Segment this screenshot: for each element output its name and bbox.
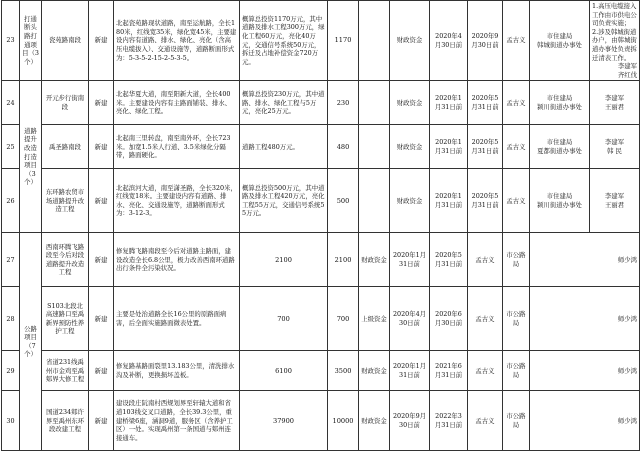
responsible-unit: 市住建局 韩城街道办事处 xyxy=(530,1,590,81)
project-name: 东环路农贸市场道路提升改造工程 xyxy=(42,169,89,233)
project-name: 瓷苑路南段 xyxy=(42,1,89,81)
responsible-unit: 市公路局 xyxy=(503,391,530,451)
responsible-person: 师少鸿 xyxy=(530,351,640,391)
responsible-person: 师少鸿 xyxy=(530,287,640,351)
fund-source: 财政资金 xyxy=(359,233,390,287)
responsible-person: 师少鸿 xyxy=(530,233,640,287)
project-type: 新建 xyxy=(89,233,114,287)
row-no: 29 xyxy=(2,351,20,391)
table-row xyxy=(2,125,640,169)
project-investment: 概算总投资1170万元，其中道路及排水工程300万元，绿化工程60万元，亮化40万元，交通信号系统50万元，拆迁及占地补偿资金720万元。 xyxy=(240,1,328,81)
start-date: 2020年9月30日前 xyxy=(390,391,430,451)
leader: 孟古义 xyxy=(468,287,503,351)
project-name: 省道231线禹州市金鸡至禹郏界大修工程 xyxy=(42,351,89,391)
project-name: 开元步行街南段 xyxy=(42,81,89,125)
responsible-unit: 市公路局 xyxy=(503,351,530,391)
group-cell: 公路项目（7个） xyxy=(20,233,42,451)
fund-source: 财政资金 xyxy=(359,391,390,451)
planned-investment: 2100 xyxy=(328,233,359,287)
leader: 孟古义 xyxy=(503,1,530,81)
start-date: 2020年1月31日前 xyxy=(430,81,468,125)
project-type: 新建 xyxy=(89,81,114,125)
project-table xyxy=(1,0,640,451)
project-content: 北起华夏大道，南至阳新大道，全长400米。主要建设内容有主路面铺装、排水、亮化、绿化工程。 xyxy=(114,81,240,125)
end-date: 2020年6月30日前 xyxy=(430,287,468,351)
project-name: 西南环腾飞路段至今后对段道路提升改造工程 xyxy=(42,233,89,287)
fund-source: 财政资金 xyxy=(390,125,430,169)
planned-investment xyxy=(359,125,390,169)
table-row xyxy=(2,351,640,391)
group-cell: 打通断头路打通项目（3个） xyxy=(20,1,42,81)
end-date: 2022年3月31日前 xyxy=(430,391,468,451)
row-no: 24 xyxy=(2,81,20,125)
project-name: 禹圣路南段 xyxy=(42,125,89,169)
row-no: 28 xyxy=(2,287,20,351)
responsible-person: 李建军 韩 民 xyxy=(590,125,640,169)
leader: 孟古义 xyxy=(503,125,530,169)
project-content: 北起滨河大道，南至潇圣路，全长320米，红线宽18米。主要建设内容有道路、排水、亮化、交通设施等，道路断面形式为：3-12-3。 xyxy=(114,169,240,233)
project-content: 北起南三里转盘，南至南外环，全长723米。加宽1.5米人行道、3.5米绿化分隔带，路面硬化。 xyxy=(114,125,240,169)
total-investment: 480 xyxy=(328,125,359,169)
start-date: 2020年1月31日前 xyxy=(430,169,468,233)
total-investment: 230 xyxy=(328,81,359,125)
fund-source: 财政资金 xyxy=(390,169,430,233)
leader: 孟古义 xyxy=(503,81,530,125)
row-no: 30 xyxy=(2,391,20,451)
responsible-unit: 市住建局 颍川街道办事处 xyxy=(530,169,590,233)
project-investment: 概算总投资500万元，其中道路及排水工程420万元，亮化工程55万元，交通信号系统55万元。 xyxy=(240,169,328,233)
project-content: 修复腾飞路南段至今后对道路主路面，建设改造全长6.8公里，极力改善西南环道路出行条件全污染状况。 xyxy=(114,233,240,287)
responsible-unit: 市公路局 xyxy=(503,287,530,351)
end-date: 2020年5月31日前 xyxy=(468,81,503,125)
total-investment: 1170 xyxy=(328,1,359,81)
planned-investment: 10000 xyxy=(328,391,359,451)
project-type: 新建 xyxy=(89,169,114,233)
project-investment: 概算总投资230万元，其中道路、排水、绿化工程与5万元，亮化25万元。 xyxy=(240,81,328,125)
leader: 孟古义 xyxy=(468,391,503,451)
table-row xyxy=(2,1,640,81)
fund-source: 上级资金 xyxy=(359,287,390,351)
project-type: 新建 xyxy=(89,287,114,351)
table-row xyxy=(2,287,640,351)
total-investment: 700 xyxy=(240,287,328,351)
project-content: 修复路基路面裂里13.183公里，清洗排水沟及补断，更换损坏盖板。 xyxy=(114,351,240,391)
table-row xyxy=(2,233,640,287)
project-content: 建设段庄阮南村西规划界至轩辕大道和省道103线交叉口道路，全长39.3公里，重建桥梁6座，涵洞9道，服务区（含养护工区）一处。实现禹州第一条国道与郏州连接通车。 xyxy=(114,391,240,451)
end-date: 2020年5月31日前 xyxy=(468,169,503,233)
fund-source: 财政资金 xyxy=(359,351,390,391)
start-date: 2020年1月31日前 xyxy=(430,125,468,169)
project-type: 新建 xyxy=(89,391,114,451)
end-date: 2021年6月31日前 xyxy=(430,351,468,391)
end-date: 2020年5月31日前 xyxy=(430,233,468,287)
remark-person xyxy=(590,1,640,81)
responsible-person: 李建军 王丽君 xyxy=(590,169,640,233)
responsible-person: 师少鸿 xyxy=(530,391,640,451)
project-type: 新建 xyxy=(89,125,114,169)
row-no: 25 xyxy=(2,125,20,169)
fund-source: 财政资金 xyxy=(390,1,430,81)
project-content: 北起瓷苑路现状道路，南至运航路，全长180米，红线宽35米，绿化宽45米，主要建设内容有道路、排水、绿化、亮化（含高压电缆拔入）、交通设施等，道路断面形式为：5-3-5-2-15-2-5-3-5。 xyxy=(114,1,240,81)
end-date: 2020年9月30日前 xyxy=(468,1,503,81)
planned-investment xyxy=(359,169,390,233)
row-no: 23 xyxy=(2,1,20,81)
table-row xyxy=(2,81,640,125)
table-row xyxy=(2,169,640,233)
start-date: 2020年4月30日前 xyxy=(430,1,468,81)
responsible-unit: 市住建局 颍川街道办事处 xyxy=(530,81,590,125)
planned-investment xyxy=(359,1,390,81)
fund-source: 财政资金 xyxy=(390,81,430,125)
project-name: S103北段北高速路口至禹新界预防性养护工程 xyxy=(42,287,89,351)
responsible-person: 李建军 齐红伐 xyxy=(617,62,638,79)
project-content: 主要是处治道路全长16公里的原路面病害，后全面实施路面微表处置。 xyxy=(114,287,240,351)
project-type: 新建 xyxy=(89,351,114,391)
group-cell: 道路提升改造打造项目（3个） xyxy=(20,81,42,233)
project-type: 新建 xyxy=(89,1,114,81)
table-body xyxy=(2,1,640,451)
planned-investment: 3500 xyxy=(328,351,359,391)
planned-investment: 700 xyxy=(328,287,359,351)
responsible-person: 李建军 王丽君 xyxy=(590,81,640,125)
start-date: 2020年1月31日前 xyxy=(390,351,430,391)
end-date: 2020年5月31日前 xyxy=(468,125,503,169)
planned-investment xyxy=(359,81,390,125)
total-investment: 500 xyxy=(328,169,359,233)
remark-text: 1.高压电缆接入工作由市供电公司负责实施； 2.涉及韩城街道办户，由韩城街道办事处负责拆迁清表工作。 xyxy=(592,2,637,62)
row-no: 26 xyxy=(2,169,20,233)
leader: 孟古义 xyxy=(503,169,530,233)
total-investment: 37900 xyxy=(240,391,328,451)
table-row xyxy=(2,391,640,451)
project-name: 国道234郏许界至禹州东环段改建工程 xyxy=(42,391,89,451)
total-investment: 2100 xyxy=(240,233,328,287)
project-investment: 道路工程480万元。 xyxy=(240,125,328,169)
total-investment: 6100 xyxy=(240,351,328,391)
start-date: 2020年1月31日前 xyxy=(390,233,430,287)
leader: 孟古义 xyxy=(468,233,503,287)
leader: 孟古义 xyxy=(468,351,503,391)
start-date: 2020年4月30日前 xyxy=(390,287,430,351)
responsible-unit: 市公路局 xyxy=(503,233,530,287)
responsible-unit: 市住建局 夏都街道办事处 xyxy=(530,125,590,169)
row-no: 27 xyxy=(2,233,20,287)
